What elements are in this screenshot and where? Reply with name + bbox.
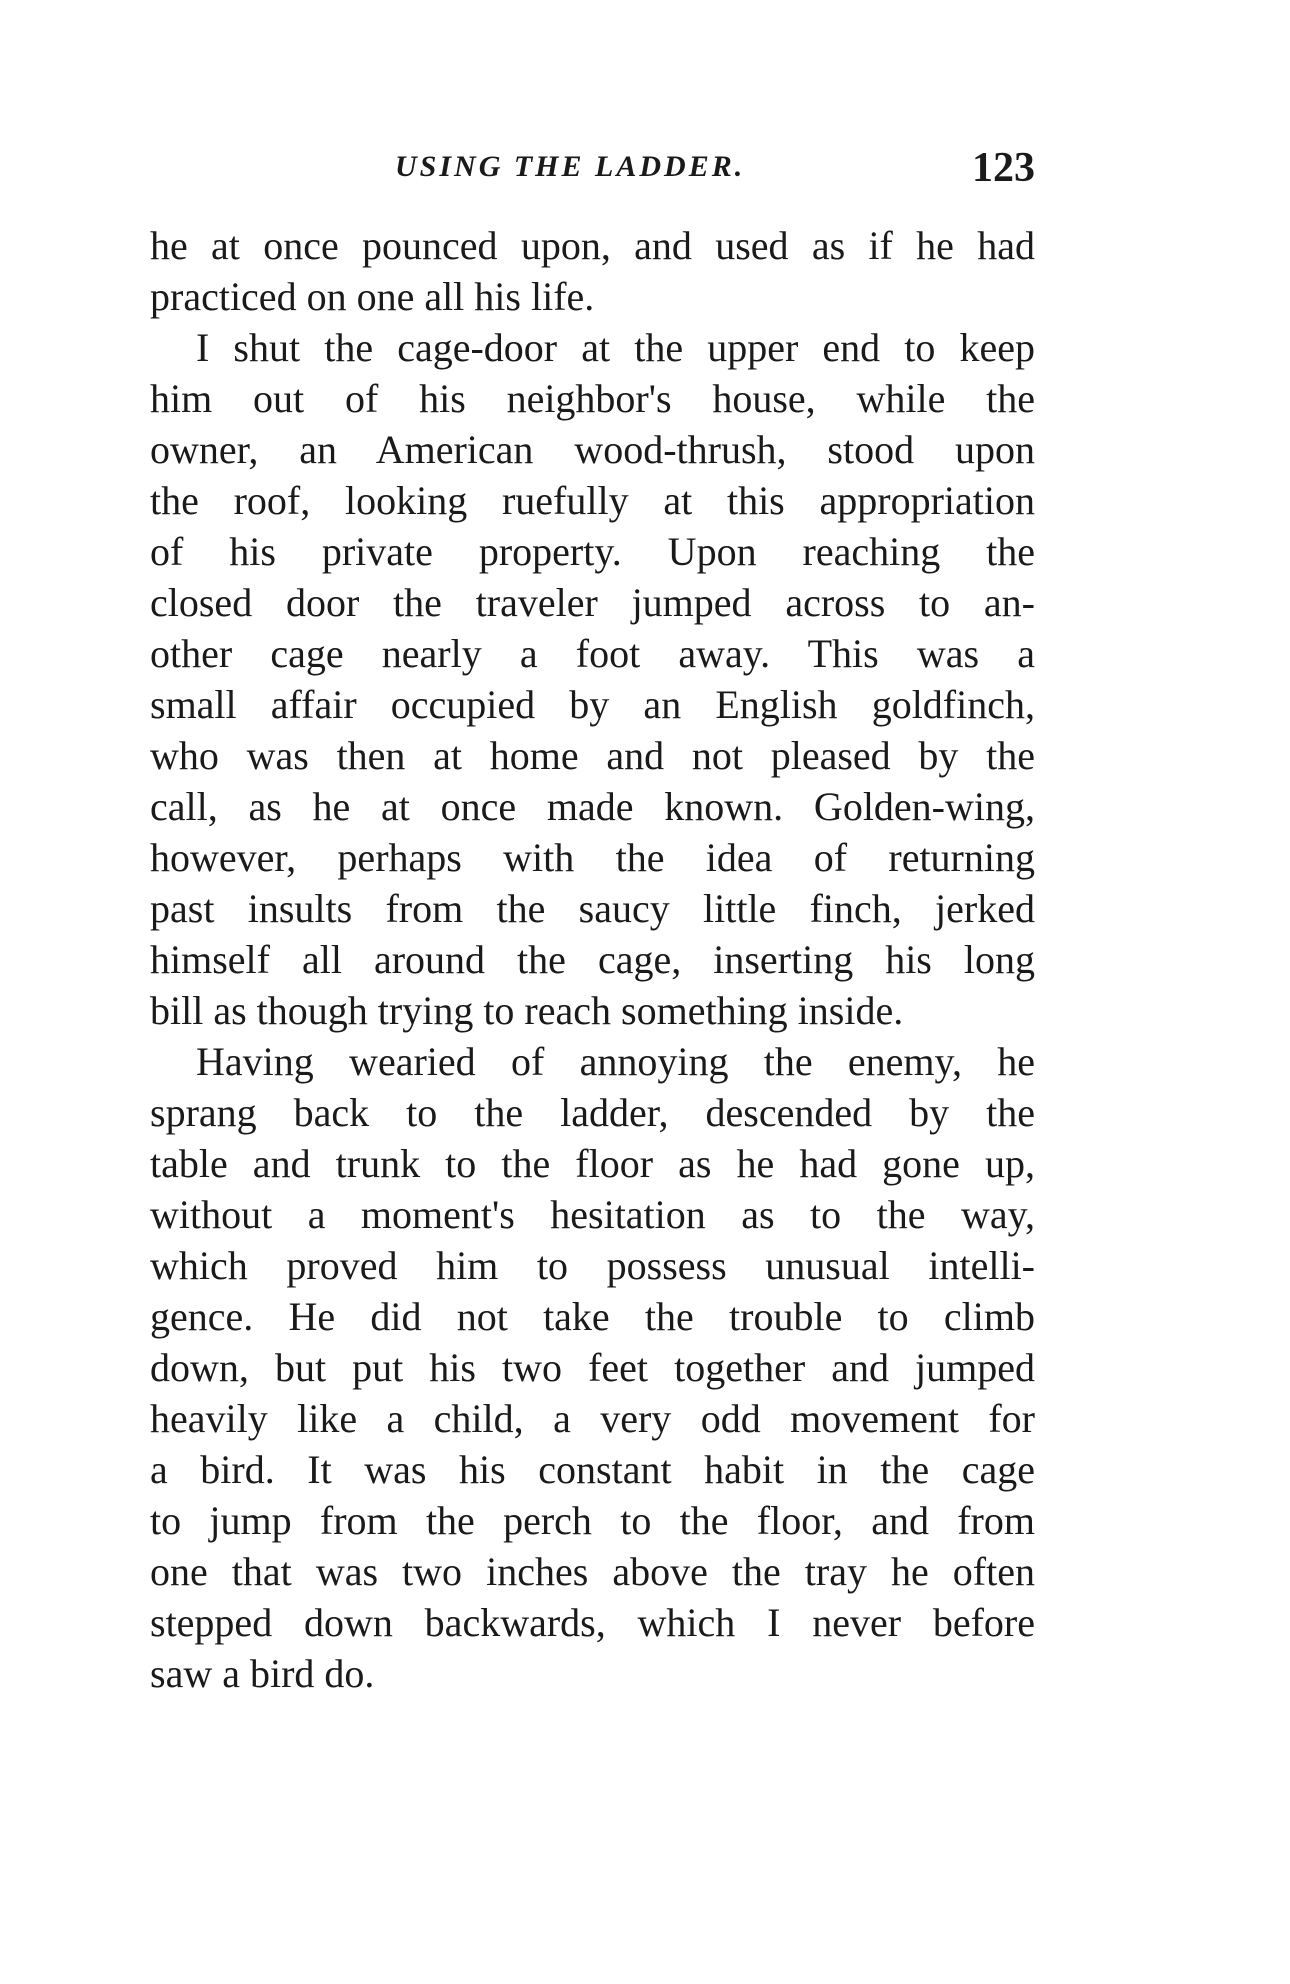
text-line: past insults from the saucy little finch, jerked	[150, 886, 1035, 931]
text-line: however, perhaps with the idea of returning	[150, 835, 1035, 880]
page-number: 123	[972, 145, 1035, 191]
text-line: owner, an American wood-thrush, stood upon	[150, 427, 1035, 472]
text-line: a bird. It was his constant habit in the cage	[150, 1447, 1035, 1492]
text-line: to jump from the perch to the floor, and from	[150, 1498, 1035, 1543]
text-line: stepped down backwards, which I never before	[150, 1600, 1035, 1645]
text-line: bill as though trying to reach something inside.	[150, 988, 904, 1033]
text-line: gence. He did not take the trouble to climb	[150, 1294, 1035, 1339]
text-line: call, as he at once made known. Golden-wing,	[150, 784, 1035, 829]
body-text	[150, 220, 1035, 1699]
text-line: sprang back to the ladder, descended by the	[150, 1090, 1035, 1135]
text-line: small affair occupied by an English goldfinch,	[150, 682, 1035, 727]
text-line: one that was two inches above the tray he often	[150, 1549, 1035, 1594]
text-line: I shut the cage-door at the upper end to keep	[196, 325, 1035, 370]
text-line: the roof, looking ruefully at this appropriation	[150, 478, 1035, 523]
text-line: he at once pounced upon, and used as if he had	[150, 223, 1035, 268]
running-header	[395, 145, 1035, 198]
text-line: other cage nearly a foot away. This was a	[150, 631, 1035, 676]
text-line: him out of his neighbor's house, while the	[150, 376, 1035, 421]
text-line: of his private property. Upon reaching the	[150, 529, 1035, 574]
text-line: practiced on one all his life.	[150, 274, 595, 319]
text-line: Having wearied of annoying the enemy, he	[196, 1039, 1035, 1084]
text-line: himself all around the cage, inserting his long	[150, 937, 1035, 982]
text-line: table and trunk to the floor as he had gone up,	[150, 1141, 1035, 1186]
text-line: heavily like a child, a very odd movement for	[150, 1396, 1035, 1441]
text-line: closed door the traveler jumped across to an-	[150, 580, 1035, 625]
text-line: down, but put his two feet together and jumped	[150, 1345, 1035, 1390]
text-line: which proved him to possess unusual intelli-	[150, 1243, 1035, 1288]
text-line: saw a bird do.	[150, 1651, 375, 1696]
running-title: USING THE LADDER.	[395, 150, 746, 183]
text-line: who was then at home and not pleased by the	[150, 733, 1035, 778]
text-line: without a moment's hesitation as to the way,	[150, 1192, 1035, 1237]
